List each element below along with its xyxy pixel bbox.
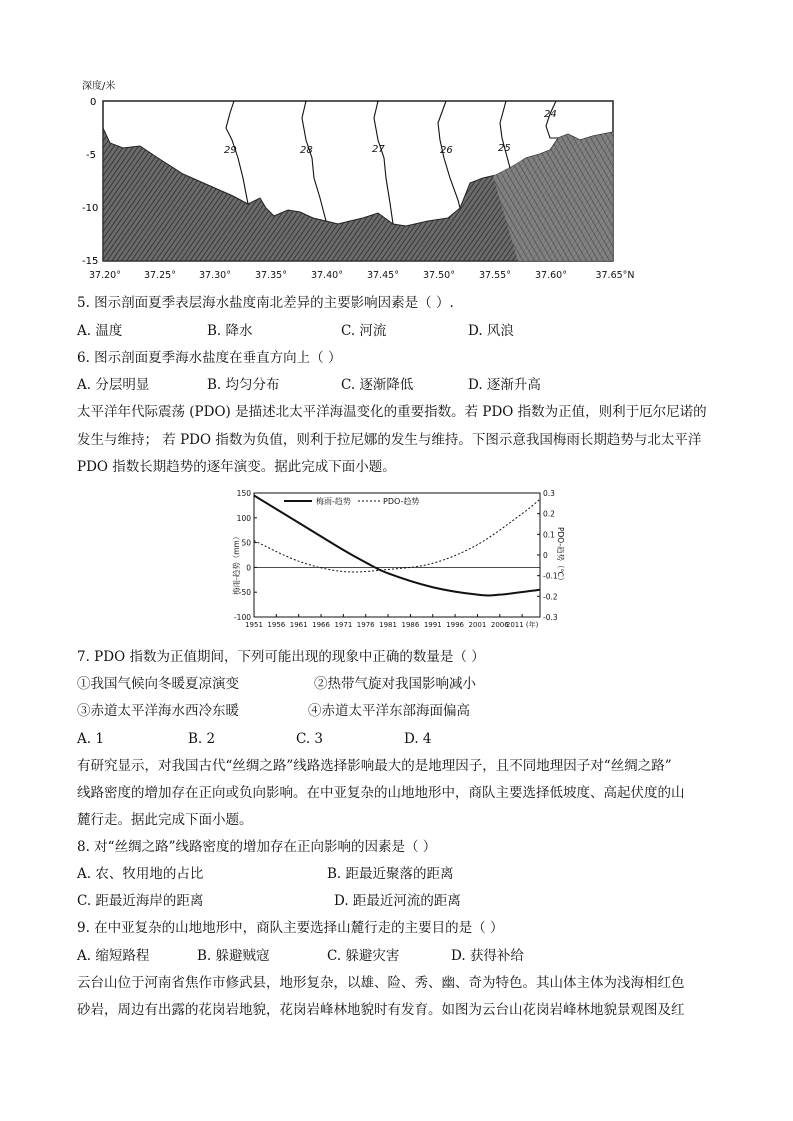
figure1-xticks xyxy=(89,270,635,281)
passage-pdo-line: 太平洋年代际震荡 (PDO) 是描述北太平洋海温变化的重要指数。若 PDO 指数为正值，则利于厄尔尼诺的 xyxy=(77,404,707,420)
right-tick-label: 0.1 xyxy=(543,530,555,540)
figure1-xtick: 37.40° xyxy=(311,270,343,281)
figure1-ytick: -10 xyxy=(82,203,99,214)
question-7-item: ①我国气候向冬暖夏凉演变 xyxy=(77,676,239,692)
question-5-option: A. 温度 xyxy=(77,323,123,339)
isoline-label: 27 xyxy=(372,144,385,155)
figure1-ylabel: 深度/米 xyxy=(82,81,116,92)
figure1-xtick: 37.45° xyxy=(367,270,399,281)
legend-label-meiyu: 梅雨-趋势 xyxy=(316,497,351,506)
question-7-option: B. 2 xyxy=(188,731,216,747)
question-7-stem: 7. PDO 指数为正值期间，下列可能出现的现象中正确的数量是（ ） xyxy=(77,649,485,665)
question-7-item: ②热带气旋对我国影响减小 xyxy=(314,676,476,692)
right-tick-label: 0.3 xyxy=(543,489,555,498)
passage-yuntai-line: 云台山位于河南省焦作市修武县，地形复杂，以雄、险、秀、幽、奇为特色。其山体主体为浅海相红色 xyxy=(77,975,685,991)
x-tick-label: 1961 xyxy=(289,621,308,629)
question-7-option: C. 3 xyxy=(296,731,324,747)
legend-label-pdo: PDO-趋势 xyxy=(383,497,420,506)
isoline-label: 26 xyxy=(440,145,453,156)
figure1-xtick: 37.50° xyxy=(423,270,455,281)
question-6-stem: 6. 图示剖面夏季海水盐度在垂直方向上（ ） xyxy=(77,350,342,366)
chart-ylabel-left: 梅雨-趋势（mm） xyxy=(232,532,241,595)
x-tick-label: 1956 xyxy=(267,621,286,629)
right-tick-label: 0 xyxy=(543,551,548,560)
question-5-option: C. 河流 xyxy=(341,323,387,339)
pdo-trend-chart xyxy=(232,487,572,635)
figure1-xtick: 37.65°N xyxy=(595,270,635,281)
question-9-option: A. 缩短路程 xyxy=(77,948,150,964)
left-tick-label: -50 xyxy=(238,588,251,598)
x-tick-label: 2006 xyxy=(490,621,509,629)
left-tick-label: 100 xyxy=(236,513,251,523)
question-6-option: C. 逐渐降低 xyxy=(341,377,414,393)
question-7-item: ④赤道太平洋东部海面偏高 xyxy=(308,703,470,719)
series-line-meiyu xyxy=(254,495,540,595)
passage-pdo-line: PDO 指数长期趋势的逐年演变。据此完成下面小题。 xyxy=(77,459,396,475)
question-8-option: D. 距最近河流的距离 xyxy=(334,893,461,909)
figure1-ytick: 0 xyxy=(90,97,97,108)
chart-ylabel-right: PDO-趋势（℃） xyxy=(556,527,565,585)
passage-pdo-line: 发生与维持； 若 PDO 指数为负值，则利于拉尼娜的发生与维持。下图示意我国梅雨长期趋势与北太平洋 xyxy=(77,432,702,448)
question-9-option: B. 躲避贼寇 xyxy=(197,948,270,964)
isoline-label: 29 xyxy=(224,145,237,156)
x-tick-label: 1966 xyxy=(312,621,330,629)
question-7-option: D. 4 xyxy=(404,731,432,747)
right-tick-label: -0.1 xyxy=(543,571,558,581)
passage-silk-line: 线路密度的增加存在正向或负向影响。在中亚复杂的山地地形中，商队主要选择低坡度、高起伏度的山 xyxy=(77,785,685,801)
passage-yuntai-line: 砂岩，周边有出露的花岗岩地貌，花岗岩峰林地貌时有发育。如图为云台山花岗岩峰林地貌景观图及红 xyxy=(77,1002,685,1018)
question-9-stem: 9. 在中亚复杂的山地地形中，商队主要选择山麓行走的主要目的是（ ） xyxy=(77,920,504,936)
x-tick-label: 1981 xyxy=(379,621,397,629)
figure1-xtick: 37.35° xyxy=(255,270,287,281)
x-tick-label: 1991 xyxy=(423,621,442,629)
left-tick-label: -100 xyxy=(233,613,251,622)
isoline-label: 25 xyxy=(498,143,511,154)
passage-silk-line: 麓行走。据此完成下面小题。 xyxy=(77,812,253,828)
question-6-option: A. 分层明显 xyxy=(77,377,150,393)
question-5-stem: 5. 图示剖面夏季表层海水盐度南北差异的主要影响因素是（ ）. xyxy=(77,295,454,311)
series-line-pdo xyxy=(254,499,540,572)
question-5-option: B. 降水 xyxy=(207,323,253,339)
x-tick-label: 1976 xyxy=(356,621,375,629)
figure1-yticks xyxy=(82,97,98,267)
x-tick-label: 2001 xyxy=(468,621,487,629)
isoline-label: 24 xyxy=(544,109,557,120)
x-tick-label: 1971 xyxy=(334,621,353,629)
question-6-option: D. 逐渐升高 xyxy=(468,377,541,393)
question-8-option: C. 距最近海岸的距离 xyxy=(77,893,204,909)
right-tick-label: -0.2 xyxy=(543,592,558,602)
x-tick-label: 1996 xyxy=(446,621,465,629)
x-tick-label: 2011 (年) xyxy=(505,621,539,629)
right-tick-label: -0.3 xyxy=(543,613,558,622)
question-5-option: D. 风浪 xyxy=(468,323,514,339)
question-9-option: D. 获得补给 xyxy=(451,948,524,964)
question-7-item: ③赤道太平洋海水西冷东暖 xyxy=(77,703,239,719)
left-tick-label: 0 xyxy=(246,563,251,573)
question-8-option: A. 农、牧用地的占比 xyxy=(77,866,204,882)
figure1-xtick: 37.30° xyxy=(199,270,231,281)
figure1-ytick: -15 xyxy=(82,256,99,267)
figure1-xtick: 37.60° xyxy=(535,270,567,281)
right-tick-label: 0.2 xyxy=(543,509,555,519)
salinity-section-figure xyxy=(82,78,648,283)
x-tick-label: 1951 xyxy=(245,621,263,629)
passage-silk-line: 有研究显示，对我国古代“丝绸之路”线路选择影响最大的是地理因子，且不同地理因子对“丝绸之路” xyxy=(77,758,672,774)
question-6-option: B. 均匀分布 xyxy=(207,377,280,393)
question-7-option: A. 1 xyxy=(77,731,104,747)
figure1-ytick: -5 xyxy=(86,150,96,161)
figure1-xtick: 37.20° xyxy=(89,270,121,281)
question-9-option: C. 躲避灾害 xyxy=(327,948,400,964)
chart-frame xyxy=(254,493,540,617)
left-tick-label: 150 xyxy=(236,489,251,498)
question-8-stem: 8. 对“丝绸之路”线路密度的增加存在正向影响的因素是（ ） xyxy=(77,839,437,855)
question-8-option: B. 距最近聚落的距离 xyxy=(327,866,454,882)
left-tick-label: 50 xyxy=(241,538,251,548)
x-tick-label: 1986 xyxy=(401,621,420,629)
figure1-xtick: 37.25° xyxy=(144,270,176,281)
isoline-label: 28 xyxy=(300,145,313,156)
figure1-xtick: 37.55° xyxy=(479,270,511,281)
